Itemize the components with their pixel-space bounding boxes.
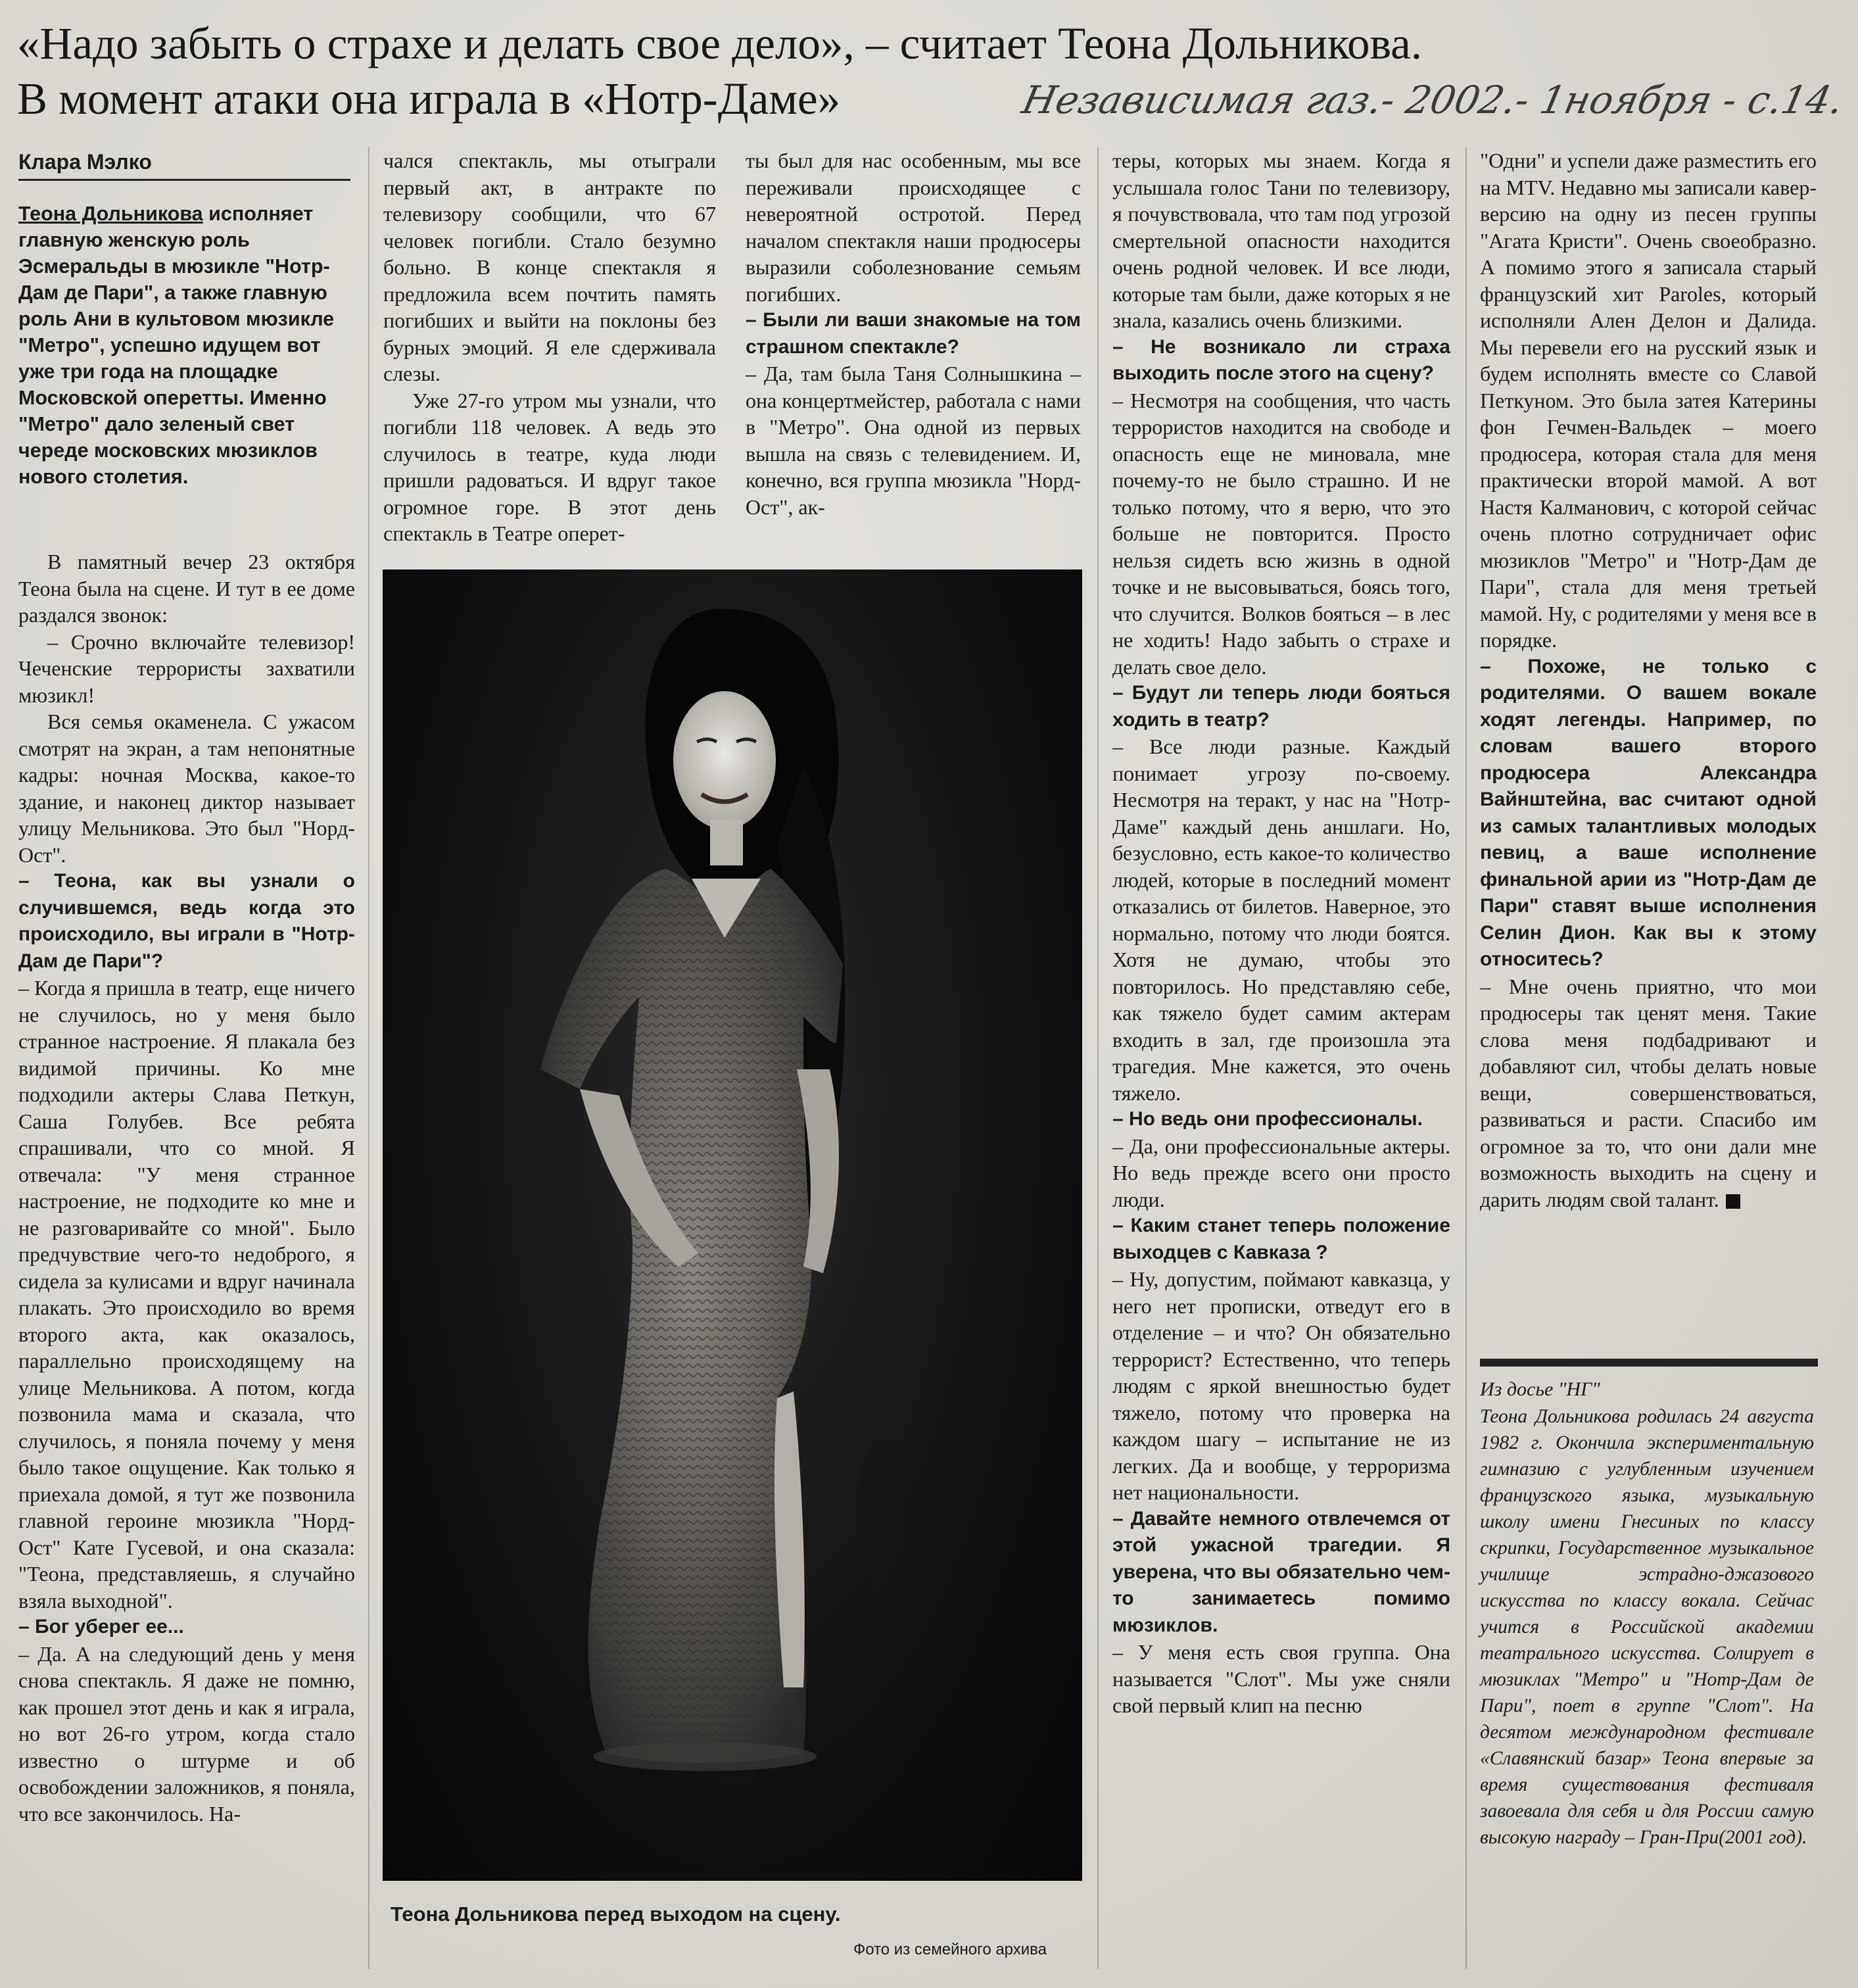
lead-name: Теона Дольникова [18,203,203,225]
column-1 [18,548,355,1827]
portrait-figure [383,570,1082,1881]
column-divider [368,147,369,1969]
article-paragraph: чался спектакль, мы отыграли первый акт, в антракте по телевизору сообщили, что 67 человек погибли. Стало безумно больно. В конце спектакля я предложила всем почтить память погибших и выйти на поклоны без бурных эмоций. Я еле сдерживала слезы. [383,149,716,385]
interview-question: – Были ли ваши знакомые на том страшном спектакле? [746,309,1081,358]
headline-line-2: В момент атаки она играла в «Нотр-Даме» [17,74,841,124]
interview-question: – Не возникало ли страха выходить после этого на сцену? [1112,335,1450,384]
article-paragraph: – Когда я пришла в театр, еще ничего не случилось, но у меня было странное настроение. Я плакала без видимой причины. Ко мне подходили актеры Слава Петкун, Саша Голубев. Все ребята спрашивали, что со мной. Я отвечала: "У меня странное настроение, не подходите ко мне и не разговаривайте со мной". Было предчувствие чего-то недоброго, я сидела за кулисами и вдруг начинала плакать. Это происходило во время второго акта, как оказалось, параллельно происходящему на улице Мельникова. А потом, когда позвонила мама и сказала, что случилось, я поняла почему у меня было такое ощущение. Как только я приехала домой, я тут же позвонила главной героине мюзикла "Норд-Ост" Кате Гусевой, и она сказала: "Теона, представляешь, я случайно взяла выходной". [18,976,355,1612]
column-3 [746,147,1081,520]
article-paragraph: – Ну, допустим, поймают кавказца, у него нет прописки, отведут его в отделение – и что? Он обязательно террорист? Естественно, что теперь людям с яркой внешностью будет тяжело, потому что проверка на каждом шагу – испытание не из легких. Да и вообще, у терроризма нет национальности. [1112,1267,1450,1504]
photo-teona-dolnikova [383,570,1082,1881]
article-paragraph: – Все люди разные. Каждый понимает угрозу по-своему. Несмотря на теракт, у нас на "Нотр-Даме" каждый день аншлаги. Но, безусловно, есть какое-то количество людей, которые в последний момент отказались от билетов. Наверное, это нормально, потому что люди боятся. Хотя не думаю, чтобы это повторилось. Но представляю себе, как тяжело будет самим актерам входить в зал, где произошла эта трагедия. Мне кажется, это очень тяжело. [1112,735,1450,1105]
lead-paragraph [18,201,350,490]
author-byline: Клара Мэлко [18,150,152,174]
column-5 [1480,147,1817,1213]
article-paragraph: – Да, там была Таня Солнышкина – она концертмейстер, работала с нами в "Метро". Она одной из первых вышла на связь с телевидением. И, конечно, вся группа мюзикла "Норд-Ост", ак- [746,362,1081,519]
interview-question: – Будут ли теперь люди бояться ходить в театр? [1112,682,1450,731]
column-divider [1465,147,1467,1969]
column-2 [383,147,716,547]
article-paragraph: – Да. А на следующий день у меня снова спектакль. Я даже не помню, как прошел этот день и как я играла, но вот 26-го утром, когда стало известно о штурме и об освобождении заложников, я поняла, что все закончилось. На- [18,1641,355,1826]
article-paragraph: – Несмотря на сообщения, что часть террористов находится на свободе и опасность еще не миновала, мне почему-то не было страшно. И не только потому, что я верю, что это больше не повторится. Просто нельзя сидеть всю жизнь в одной точке и не высовываться, боясь того, что случится. Волков бояться – в лес не ходить! Надо забыть о страхе и делать свое дело. [1112,388,1450,679]
interview-question: – Бог уберег ее... [18,1616,184,1637]
article-paragraph: Вся семья окаменела. С ужасом смотрят на экран, а там непонятные кадры: ночная Москва, какое-то здание, и наконец диктор называет улицу Мельникова. Это был "Норд-Ост". [18,710,355,867]
dossier-top-rule [1480,1359,1818,1367]
lead-text: исполняет главную женскую роль Эсмеральды в мюзикле "Нотр-Дам де Пари", а также главную роль Ани в культовом мюзикле "Метро", успешно идущем вот уже три года на площадке Московской оперетты. Именно "Метро" дало зеленый свет череде московских мюзиклов нового столетия. [18,203,335,488]
article-paragraph: – Срочно включайте телевизор! Чеченские террористы захватили мюзикл! [18,629,355,707]
byline-rule [18,179,350,181]
interview-question: – Каким станет теперь положение выходцев с Кавказа ? [1112,1215,1450,1263]
interview-question: – Но ведь они профессионалы. [1112,1108,1423,1130]
handwritten-source-note: Независимая газ.- 2002.- 1ноября - с.14. [1018,78,1847,122]
interview-question: – Теона, как вы узнали о случившемся, ведь когда это происходило, вы играли в "Нотр-Дам де Пари"? [18,870,355,972]
interview-question: – Давайте немного отвлечемся от этой ужасной трагедии. Я уверена, что вы обязательно чем-то занимаетесь помимо мюзиклов. [1112,1507,1450,1636]
article-paragraph: – У меня есть своя группа. Она называется "Слот". Мы уже сняли свой первый клип на песню [1112,1640,1450,1717]
column-divider [1097,147,1099,1969]
interview-question: – Похоже, не только с родителями. О вашем вокале ходят легенды. Например, по словам вашего второго продюсера Александра Вайнштейна, вас считают одной из самых талантливых молодых певиц, а ваше исполнение финальной арии из "Нотр-Дам де Пари" ставят выше исполнения Селин Дион. Как вы к этому относитесь? [1480,655,1817,970]
article-paragraph: теры, которых мы знаем. Когда я услышала голос Тани по телевизору, я почувствовала, что там под угрозой смертельной опасности находится очень родной человек. И все люди, которые там были, даже которых я не знала, казались очень близкими. [1112,149,1450,332]
column-4 [1112,147,1450,1719]
article-paragraph: – Да, они профессиональные актеры. Но ведь прежде всего они просто люди. [1112,1134,1450,1211]
article-paragraph: Уже 27-го утром мы узнали, что погибли 118 человек. А ведь это случилось в театре, куда люди пришли радоваться. И вдруг такое огромное горе. В этот день спектакль в Театре оперет- [383,388,716,545]
photo-caption: Теона Дольникова перед выходом на сцену. [391,1903,841,1926]
article-paragraph: В памятный вечер 23 октября Теона была на сцене. И тут в ее доме раздался звонок: [18,550,355,627]
article-paragraph: "Одни" и успели даже разместить его на MTV. Недавно мы записали кавер-версию на одну из песен группы "Агата Кристи". Очень своеобразно. А помимо этого я записала старый французский хит Paroles, который исполняли Ален Делон и Далида. Мы перевели его на русский язык и будем исполнять вместе со Славой Петкуном. Это была затея Катерины фон Гечмен-Вальдек – моего продюсера, которая стала для меня практически второй мамой. А вот Настя Калманович, с которой сейчас очень плотно сотрудничает офис мюзиклов "Метро" и "Нотр-Дам де Пари", стала для меня третьей мамой. Ну, с родителями у меня все в порядке. [1480,149,1817,652]
dossier-label: Из досье "НГ" [1480,1378,1600,1400]
dossier-text: Теона Дольникова родилась 24 августа 1982 г. Окончила экспериментальную гимназию с углубленным изучением французского языка, музыкальную школу имени Гнесиных по классу скрипки, Государственное музыкальное училище эстрадно-джазового искусства по классу вокала. Сейчас учится в Российской академии театрального искусства. Солирует в мюзиклах "Метро" и "Нотр-Дам де Пари", поет в группе "Слот". На десятом международном фестивале «Славянский базар» Теона впервые за время существования фестиваля завоевала для себя и для России самую высокую награду – Гран-При(2001 год). [1480,1406,1814,1848]
photo-credit: Фото из семейного архива [853,1941,1047,1958]
dossier-box [1480,1378,1814,1851]
article-paragraph: ты был для нас особенным, мы все переживали происходящее с невероятной остротой. Перед началом спектакля наши продюсеры выразили соболезнование семьям погибших. [746,149,1081,306]
article-paragraph: – Мне очень приятно, что мои продюсеры так ценят меня. Такие слова меня подбадривают и добавляют сил, чтобы делать новые вещи, совершенствоваться, развиваться и расти. Спасибо им огромное за то, что они дали мне возможность выходить на сцену и дарить людям свой талант. [1480,974,1817,1211]
article-end-mark [1726,1194,1740,1209]
headline-line-1: «Надо забыть о страхе и делать свое дело», – считает Теона Дольникова. [17,18,1423,68]
